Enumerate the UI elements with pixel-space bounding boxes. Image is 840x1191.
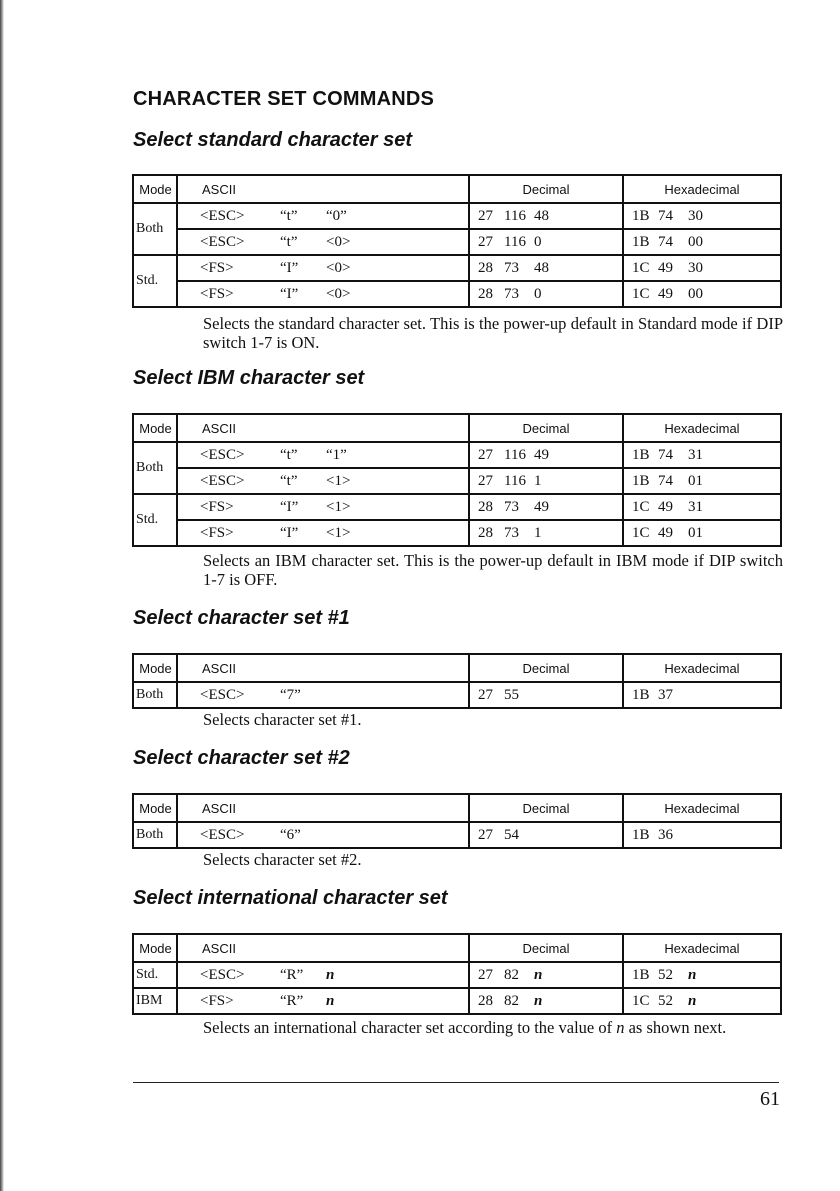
table-header-row — [133, 934, 781, 962]
decimal-cell: 27 55 — [469, 682, 623, 708]
command-table-international — [132, 933, 782, 1015]
header-hexadecimal: Hexadecimal — [623, 794, 781, 822]
mode-cell: Both — [133, 822, 177, 848]
hex-cell: 1C 49 31 — [623, 494, 781, 520]
header-mode: Mode — [133, 414, 177, 442]
header-ascii: ASCII — [177, 794, 469, 822]
section-description-standard: Selects the standard character set. This is the power-up default in Standard mode if DIP switch 1-7 is ON. — [203, 314, 783, 352]
decimal-cell: 28 73 1 — [469, 520, 623, 546]
table-header-row — [133, 654, 781, 682]
ascii-cell: <FS> “I” <1> — [177, 520, 469, 546]
mode-cell: Std. — [133, 962, 177, 988]
section-heading-international: Select international character set — [133, 887, 448, 909]
table-header-row — [133, 175, 781, 203]
ascii-cell: <FS> “I” <1> — [177, 494, 469, 520]
decimal-cell: 28 82 n — [469, 988, 623, 1014]
hex-cell: 1B 36 — [623, 822, 781, 848]
header-decimal: Decimal — [469, 934, 623, 962]
header-mode: Mode — [133, 934, 177, 962]
table-row — [133, 494, 781, 520]
page-scan-edge — [0, 0, 4, 1191]
decimal-cell: 27 116 0 — [469, 229, 623, 255]
command-table-set1 — [132, 653, 782, 709]
header-ascii: ASCII — [177, 654, 469, 682]
header-decimal: Decimal — [469, 414, 623, 442]
hex-cell: 1B 74 01 — [623, 468, 781, 494]
ascii-cell: <FS> “I” <0> — [177, 255, 469, 281]
section-description-set2: Selects character set #2. — [203, 850, 362, 869]
hex-cell: 1C 49 00 — [623, 281, 781, 307]
header-ascii: ASCII — [177, 934, 469, 962]
command-table-set2 — [132, 793, 782, 849]
decimal-cell: 28 73 48 — [469, 255, 623, 281]
table-row — [133, 962, 781, 988]
ascii-cell: <ESC> “t” <1> — [177, 468, 469, 494]
header-hexadecimal: Hexadecimal — [623, 654, 781, 682]
header-ascii: ASCII — [177, 414, 469, 442]
ascii-cell: <ESC> “6” — [177, 822, 469, 848]
ascii-cell: <FS> “I” <0> — [177, 281, 469, 307]
mode-cell: Both — [133, 442, 177, 494]
decimal-cell: 28 73 49 — [469, 494, 623, 520]
decimal-cell: 27 116 1 — [469, 468, 623, 494]
table-row — [133, 520, 781, 546]
section-heading-set2: Select character set #2 — [133, 747, 350, 769]
table-row — [133, 281, 781, 307]
decimal-cell: 28 73 0 — [469, 281, 623, 307]
mode-cell: Std. — [133, 494, 177, 546]
page-number: 61 — [760, 1088, 780, 1110]
ascii-cell: <ESC> “t” “0” — [177, 203, 469, 229]
hex-cell: 1C 52 n — [623, 988, 781, 1014]
table-row — [133, 822, 781, 848]
decimal-cell: 27 116 49 — [469, 442, 623, 468]
command-table-ibm — [132, 413, 782, 547]
ascii-cell: <ESC> “7” — [177, 682, 469, 708]
ascii-cell: <ESC> “R” n — [177, 962, 469, 988]
hex-cell: 1B 74 30 — [623, 203, 781, 229]
mode-cell: Std. — [133, 255, 177, 307]
ascii-cell: <ESC> “t” <0> — [177, 229, 469, 255]
mode-cell: Both — [133, 682, 177, 708]
decimal-cell: 27 54 — [469, 822, 623, 848]
mode-cell: Both — [133, 203, 177, 255]
hex-cell: 1B 37 — [623, 682, 781, 708]
header-mode: Mode — [133, 794, 177, 822]
header-hexadecimal: Hexadecimal — [623, 414, 781, 442]
hex-cell: 1C 49 01 — [623, 520, 781, 546]
header-ascii: ASCII — [177, 175, 469, 203]
table-header-row — [133, 794, 781, 822]
hex-cell: 1B 52 n — [623, 962, 781, 988]
decimal-cell: 27 116 48 — [469, 203, 623, 229]
table-row — [133, 442, 781, 468]
table-row — [133, 229, 781, 255]
mode-cell: IBM — [133, 988, 177, 1014]
table-row — [133, 203, 781, 229]
footer-rule — [133, 1082, 779, 1083]
header-mode: Mode — [133, 654, 177, 682]
section-description-international: Selects an international character set according to the value of n as shown next. — [203, 1018, 727, 1037]
decimal-cell: 27 82 n — [469, 962, 623, 988]
hex-cell: 1C 49 30 — [623, 255, 781, 281]
header-decimal: Decimal — [469, 654, 623, 682]
header-decimal: Decimal — [469, 794, 623, 822]
ascii-cell: <ESC> “t” “1” — [177, 442, 469, 468]
ascii-cell: <FS> “R” n — [177, 988, 469, 1014]
section-description-set1: Selects character set #1. — [203, 710, 362, 729]
page-title: CHARACTER SET COMMANDS — [133, 88, 435, 110]
table-row — [133, 988, 781, 1014]
header-decimal: Decimal — [469, 175, 623, 203]
command-table-standard — [132, 174, 782, 308]
table-row — [133, 255, 781, 281]
section-heading-set1: Select character set #1 — [133, 607, 350, 629]
header-mode: Mode — [133, 175, 177, 203]
section-heading-standard: Select standard character set — [133, 129, 413, 151]
section-description-ibm: Selects an IBM character set. This is the power-up default in IBM mode if DIP switch 1-7 is OFF. — [203, 551, 783, 589]
table-row — [133, 682, 781, 708]
hex-cell: 1B 74 00 — [623, 229, 781, 255]
header-hexadecimal: Hexadecimal — [623, 934, 781, 962]
hex-cell: 1B 74 31 — [623, 442, 781, 468]
section-heading-ibm: Select IBM character set — [133, 367, 365, 389]
header-hexadecimal: Hexadecimal — [623, 175, 781, 203]
table-row — [133, 468, 781, 494]
table-header-row — [133, 414, 781, 442]
